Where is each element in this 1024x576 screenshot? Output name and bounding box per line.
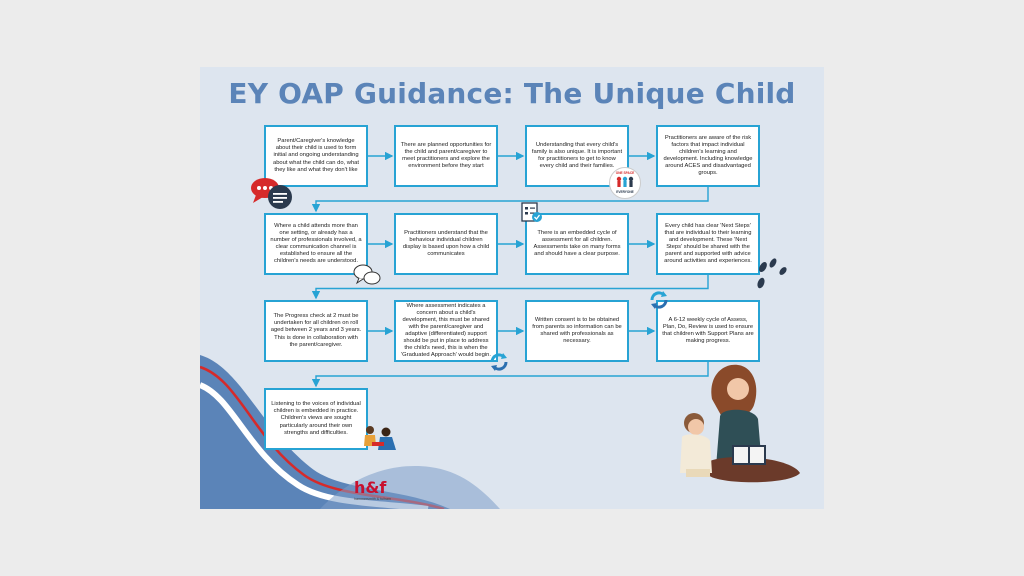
poster — [200, 67, 824, 509]
badge-bottom-text: EVERYONE — [616, 190, 634, 194]
badge-top-text: ONE SPACE — [615, 171, 635, 175]
flow-box-8: Every child has clear 'Next Steps' that are individual to their learning and development. These 'Next Steps' should be shared with the parent and supported with advice around activities and experiences. — [656, 213, 760, 275]
flow-box-4: Practitioners are aware of the risk factors that impact individual children's learning and development. Including knowledge around ACES and disadvantaged groups. — [656, 125, 760, 187]
cycle-icon — [648, 289, 670, 311]
footsteps-icon — [753, 257, 793, 293]
logo-tagline: hammersmith & fulham — [354, 497, 391, 501]
flow-box-6: Practitioners understand that the behaviour individual children display is based upon how a child communicates — [394, 213, 498, 275]
flow-box-1: Parent/Caregiver's knowledge about their child is used to form initial and ongoing understanding about what the child can do, what they like and what they don't like — [264, 125, 368, 187]
speech-bubble-icon — [250, 175, 294, 211]
conversation-icon — [352, 263, 382, 287]
arrow-wrap-1 — [316, 187, 708, 211]
flow-box-5: Where a child attends more than one setting, or already has a number of professionals involved, a clear communication channel is established to ensure all the children's needs are understood. — [264, 213, 368, 275]
flow-box-2: There are planned opportunities for the child and parent/caregiver to meet practitioners and explore the environment before they start — [394, 125, 498, 187]
flow-box-9: The Progress check at 2 must be undertaken for all children on roll aged between 2 years and 3 years. This is done in collaboration with the parent/caregiver. — [264, 300, 368, 362]
flow-box-3: Understanding that every child's family is also unique. It is important for practitioners to get to know every child and their families. — [525, 125, 629, 187]
flow-box-7: There is an embedded cycle of assessment for all children. Assessments take on many forms and should have a clear purpose. — [525, 213, 629, 275]
flow-box-13: Listening to the voices of individual children is embedded in practice. Children's views are sought particularly around their own strengths and difficulties. — [264, 388, 368, 450]
reading-illustration — [650, 357, 820, 497]
flow-box-12: A 6-12 weekly cycle of Assess, Plan, Do, Review is used to ensure that children with Support Plans are making progress. — [656, 300, 760, 362]
children-illustration — [358, 424, 402, 454]
flow-box-10: Where assessment indicates a concern about a child's development, this must be shared with the parent/caregiver and adaptive (differentiated) support should be put in place to address the child's need, this is when the 'Graduated Approach' would begin. — [394, 300, 498, 362]
page-title: EY OAP Guidance: The Unique Child — [228, 77, 796, 110]
logo-mark: h&f — [354, 478, 387, 497]
checklist-icon — [520, 201, 544, 223]
hf-logo — [354, 480, 414, 504]
flow-box-11: Written consent is to be obtained from parents so information can be shared with professionals as necessary. — [525, 300, 629, 362]
cycle-icon-small — [488, 351, 510, 373]
one-space-badge — [609, 167, 641, 199]
